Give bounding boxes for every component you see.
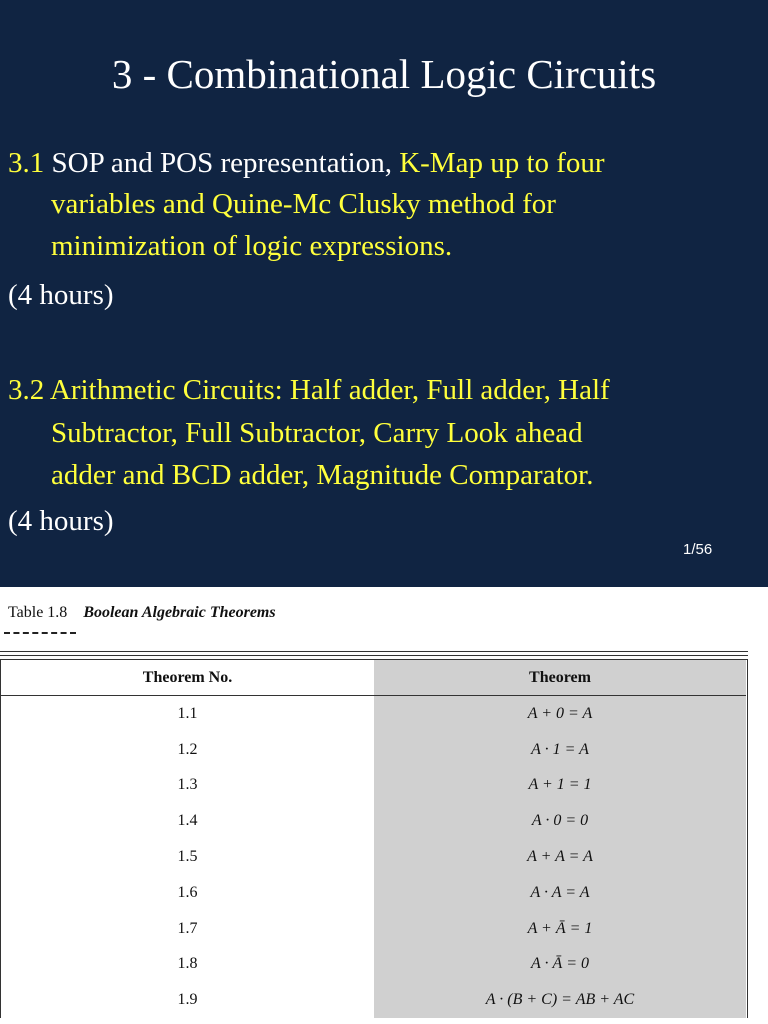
theorem-expression: A · A = A <box>374 875 746 911</box>
theorem-expression: A + A = A <box>374 839 746 875</box>
header-theorem-no: Theorem No. <box>1 660 374 696</box>
theorem-expression: A · 0 = 0 <box>374 803 746 839</box>
table-row <box>1 696 747 732</box>
table-row <box>1 839 747 875</box>
section-2-line-3: adder and BCD adder, Magnitude Comparator. <box>51 459 594 491</box>
theorem-number: 1.5 <box>177 848 198 866</box>
table-header-row <box>1 660 747 696</box>
section-2-line-1: 3.2 Arithmetic Circuits: Half adder, Full adder, Half <box>8 374 610 406</box>
table-row <box>1 768 747 804</box>
section-1-line-3: minimization of logic expressions. <box>51 230 453 262</box>
theorem-number: 1.6 <box>177 883 198 901</box>
theorem-number: 1.8 <box>177 955 198 973</box>
theorem-number: 1.3 <box>177 776 198 794</box>
theorem-expression: A · (B + C) = AB + AC <box>374 982 746 1018</box>
table-row <box>1 947 747 983</box>
table-row <box>1 911 747 947</box>
table-top-rule <box>0 651 748 652</box>
theorem-number: 1.9 <box>177 991 198 1009</box>
section-1-white-text: SOP and POS representation, <box>44 147 392 179</box>
theorems-table <box>0 659 748 1018</box>
theorem-expression: A + 0 = A <box>374 696 746 732</box>
theorem-expression: A · 1 = A <box>374 732 746 768</box>
header-theorem: Theorem <box>374 660 746 696</box>
section-1-yellow-text: K-Map up to four <box>391 147 605 179</box>
table-caption <box>8 603 276 623</box>
section-2-line-2: Subtractor, Full Subtractor, Carry Look ahead <box>51 417 583 449</box>
table-row <box>1 732 747 768</box>
section-1-line-1 <box>8 143 605 183</box>
slide-title: 3 - Combinational Logic Circuits <box>111 51 657 97</box>
slide-page-number: 1/56 <box>683 541 713 558</box>
table-caption-label: Table 1.8 <box>8 604 68 621</box>
table-row <box>1 982 747 1018</box>
table-caption-title: Boolean Algebraic Theorems <box>83 604 276 621</box>
theorem-number: 1.4 <box>177 812 198 830</box>
section-1-hours: (4 hours) <box>8 279 114 311</box>
caption-dash-rule <box>4 632 76 634</box>
theorem-expression: A + 1 = 1 <box>374 768 746 804</box>
table-top-rule-2 <box>0 655 748 656</box>
theorem-number: 1.2 <box>177 740 198 758</box>
theorem-expression: A + Ā = 1 <box>374 911 746 947</box>
theorem-number: 1.1 <box>177 704 198 722</box>
section-1-number: 3.1 <box>8 147 45 179</box>
section-1-line-2: variables and Quine-Mc Clusky method for <box>51 188 556 220</box>
table-row <box>1 875 747 911</box>
theorem-expression: A · Ā = 0 <box>374 947 746 983</box>
section-2-hours: (4 hours) <box>8 505 114 537</box>
theorem-number: 1.7 <box>177 919 198 937</box>
table-row <box>1 803 747 839</box>
